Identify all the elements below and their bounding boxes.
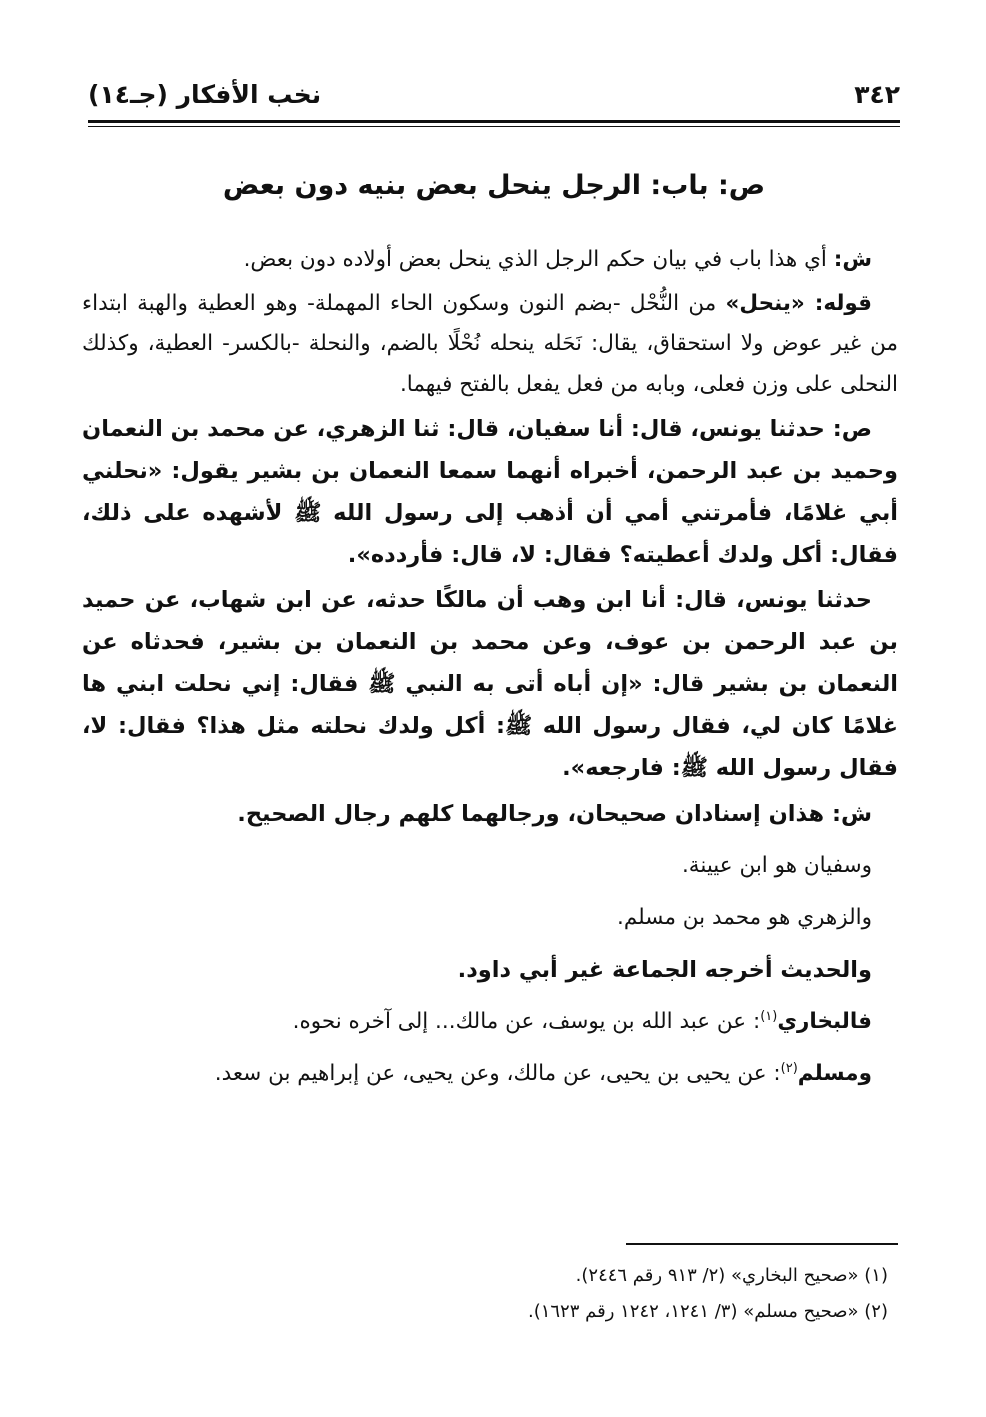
page-header xyxy=(88,72,900,116)
main-text xyxy=(82,240,898,1104)
header-rule-thin xyxy=(88,126,900,127)
section-title: ص: باب: الرجل ينحل بعض بنيه دون بعض xyxy=(222,170,766,201)
paragraph-9-lead: فالبخاري xyxy=(777,1009,872,1034)
paragraph-2-lead: قوله: «ينحل» xyxy=(725,290,872,316)
paragraph-7: والزهري هو محمد بن مسلم. xyxy=(617,905,872,930)
paragraph-4-hadith: حدثنا يونس، قال: أنا ابن وهب أن مالكًا حدثه، عن ابن شهاب، عن حميد بن عبد الرحمن بن عوف، وعن محمد بن النعمان بن بشير، فحدثاه عن النعمان بن بشير قال: «إن أباه أتى به النبي ﷺ فقال: إني نحلت ابني ها غلامًا كان لي، فقال رسول الله ﷺ: أكل ولدك نحلته مثل هذا؟ فقال: لا، فقال رسول الله ﷺ: فارجعه». xyxy=(82,587,898,781)
footnote-2: (٢) «صحيح مسلم» (٣/ ١٢٤١، ١٢٤٢ رقم ١٦٢٣). xyxy=(527,1301,888,1322)
footnote-separator xyxy=(626,1243,898,1245)
paragraph-9 xyxy=(82,1000,898,1044)
paragraph-3-hadith: ص: حدثنا يونس، قال: أنا سفيان، قال: ثنا الزهري، عن محمد بن النعمان وحميد بن عبد الرحمن، أخبراه أنهما سمعا النعمان بن بشير يقول: «نحلني أبي غلامًا، فأمرتني أمي أن أذهب إلى رسول الله ﷺ لأشهده على ذلك، فقال: أكل ولدك أعطيته؟ فقال: لا، قال: فأردده». xyxy=(82,416,898,568)
paragraph-9-text: : عن عبد الله بن يوسف، عن مالك... إلى آخره نحوه. xyxy=(292,1009,761,1034)
paragraph-2 xyxy=(82,284,898,406)
paragraph-10 xyxy=(82,1052,898,1096)
paragraph-5: ش: هذان إسنادان صحيحان، ورجالهما كلهم رجال الصحيح. xyxy=(237,801,872,827)
paragraph-8: والحديث أخرجه الجماعة غير أبي داود. xyxy=(457,957,872,983)
footnotes xyxy=(88,1258,888,1330)
paragraph-1-lead: ش: xyxy=(833,247,872,272)
footnote-ref-2[interactable]: (٢) xyxy=(780,1060,798,1076)
paragraph-10-text: : عن يحيى بن يحيى، عن مالك، وعن يحيى، عن إبراهيم بن سعد. xyxy=(214,1061,781,1086)
page-number: ٣٤٢ xyxy=(854,79,900,109)
footnote-1: (١) «صحيح البخاري» (٢/ ٩١٣ رقم ٢٤٤٦). xyxy=(575,1265,888,1286)
footnote-ref-1[interactable]: (١) xyxy=(760,1008,778,1024)
paragraph-1 xyxy=(82,240,898,281)
running-title: نخب الأفكار (جـ١٤) xyxy=(88,79,322,109)
paragraph-1-text: أي هذا باب في بيان حكم الرجل الذي ينحل بعض أولاده دون بعض. xyxy=(243,247,834,272)
header-rule-thick xyxy=(88,120,900,123)
paragraph-10-lead: ومسلم xyxy=(797,1061,872,1086)
paragraph-6: وسفيان هو ابن عيينة. xyxy=(681,853,872,878)
paragraph-2-text: من النُّحْل -بضم النون وسكون الحاء المهملة- وهو العطية والهبة ابتداء من غير عوض ولا استحقاق، يقال: نَحَله ينحله نُحْلًا بالضم، والنحلة -بالكسر- العطية، وكذلك النحلى على وزن فعلى، وبابه من فعل يفعل بالفتح فيهما. xyxy=(82,290,898,397)
